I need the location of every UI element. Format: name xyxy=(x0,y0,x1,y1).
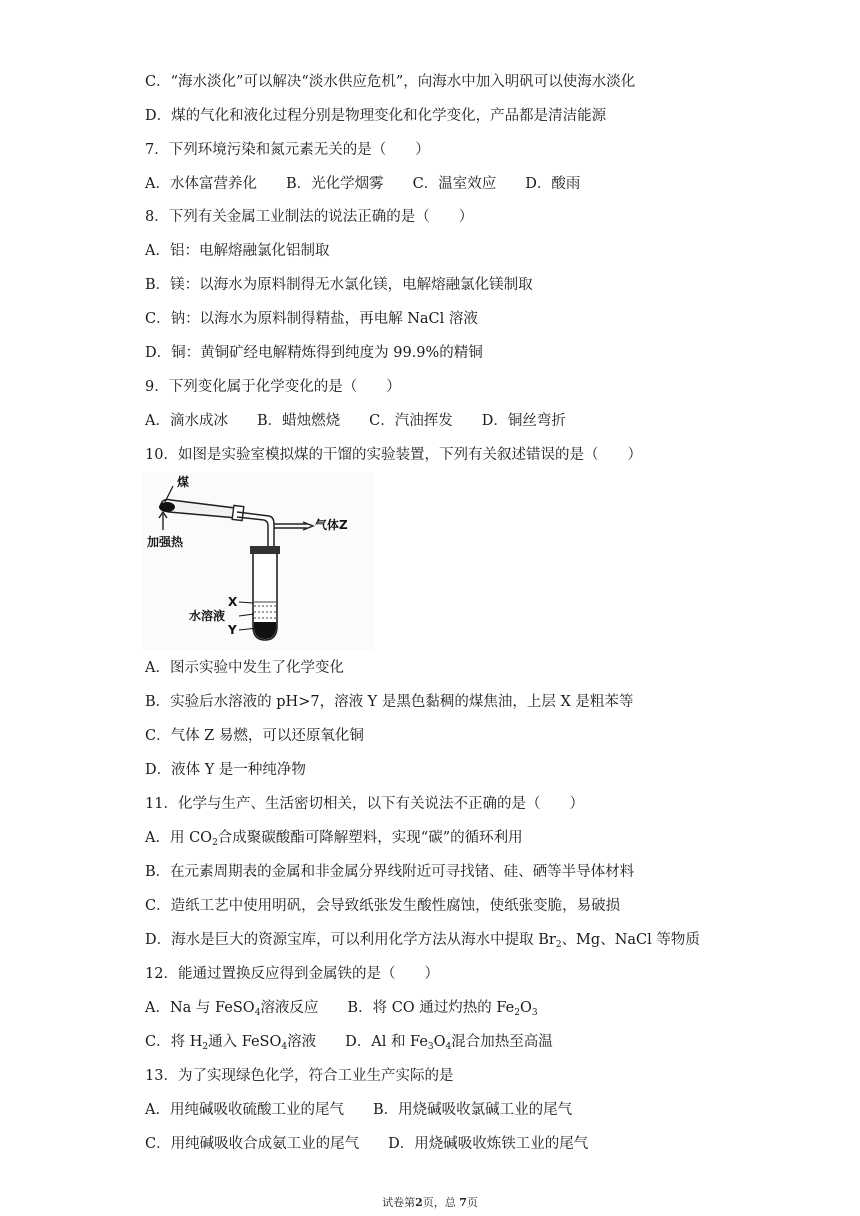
question-7: 7．下列环境污染和氮元素无关的是（ ） xyxy=(145,142,430,158)
question-8: 8．下列有关金属工业制法的说法正确的是（ ） xyxy=(145,209,474,225)
label-coal: 煤 xyxy=(177,475,190,489)
label-y: Y xyxy=(228,623,237,637)
option-8c: C．钠：以海水为原料制得精盐，再电解 NaCl 溶液 xyxy=(145,311,478,327)
label-x: X xyxy=(228,595,238,609)
option-6c: C．“海水淡化”可以解决“淡水供应危机”，向海水中加入明矾可以使海水淡化 xyxy=(145,74,636,90)
options-13ab: A．用纯碱吸收硫酸工业的尾气 B．用烧碱吸收氯碱工业的尾气 xyxy=(145,1102,573,1118)
option-10c: C．气体 Z 易燃，可以还原氧化铜 xyxy=(145,728,364,744)
question-12: 12．能通过置换反应得到金属铁的是（ ） xyxy=(145,966,439,982)
option-10a: A．图示实验中发生了化学变化 xyxy=(145,660,344,676)
rubber-stopper xyxy=(250,546,280,554)
option-6d: D．煤的气化和液化过程分别是物理变化和化学变化，产品都是清洁能源 xyxy=(145,108,607,124)
question-9: 9．下列变化属于化学变化的是（ ） xyxy=(145,379,401,395)
option-8a: A．铝：电解熔融氯化铝制取 xyxy=(145,243,330,259)
label-solution: 水溶液 xyxy=(189,609,226,623)
page-footer: 试卷第2页，总 7页 xyxy=(382,1196,478,1209)
options-13cd: C．用纯碱吸收合成氨工业的尾气 D．用烧碱吸收炼铁工业的尾气 xyxy=(145,1136,589,1152)
option-10b: B．实验后水溶液的 pH>7，溶液 Y 是黑色黏稠的煤焦油，上层 X 是粗苯等 xyxy=(145,694,634,710)
option-11c: C．造纸工艺中使用明矾，会导致纸张发生酸性腐蚀，使纸张变脆，易破损 xyxy=(145,898,621,914)
option-11b: B．在元素周期表的金属和非金属分界线附近可寻找锗、硅、硒等半导体材料 xyxy=(145,864,635,880)
option-11d: D．海水是巨大的资源宝库，可以利用化学方法从海水中提取 $Br_2$、Mg、NaCl 等物质 xyxy=(145,932,700,950)
question-11: 11．化学与生产、生活密切相关，以下有关说法不正确的是（ ） xyxy=(145,796,584,812)
option-8d: D．铜：黄铜矿经电解精炼得到纯度为 99.9%的精铜 xyxy=(145,345,483,361)
question-7-options: A．水体富营养化 B．光化学烟雾 C．温室效应 D．酸雨 xyxy=(145,176,581,192)
label-gas-z: 气体Z xyxy=(315,518,348,532)
coal-distillation-apparatus-figure xyxy=(143,472,373,650)
vertical-test-tube xyxy=(253,554,277,640)
question-10: 10．如图是实验室模拟煤的干馏的实验装置，下列有关叙述错误的是（ ） xyxy=(145,447,642,463)
options-12ab: A．Na 与 FeSO$_4$溶液反应 B．将 CO 通过灼热的 $Fe_2O_3$ xyxy=(145,1000,538,1018)
question-13: 13．为了实现绿色化学，符合工业生产实际的是 xyxy=(145,1068,454,1084)
question-9-options: A．滴水成冰 B．蜡烛燃烧 C．汽油挥发 D．铜丝弯折 xyxy=(145,413,566,429)
label-heat: 加强热 xyxy=(147,535,184,549)
option-10d: D．液体 Y 是一种纯净物 xyxy=(145,762,306,778)
options-12cd: C．将 $H_2$通入 FeSO$_4$溶液 D．Al 和 $Fe_3O_4$混合加热至高温 xyxy=(145,1034,553,1052)
option-11a: A．用 $CO_2$合成聚碳酸酯可降解塑料，实现“碳”的循环利用 xyxy=(145,830,523,848)
option-8b: B．镁：以海水为原料制得无水氯化镁，电解熔融氯化镁制取 xyxy=(145,277,533,293)
